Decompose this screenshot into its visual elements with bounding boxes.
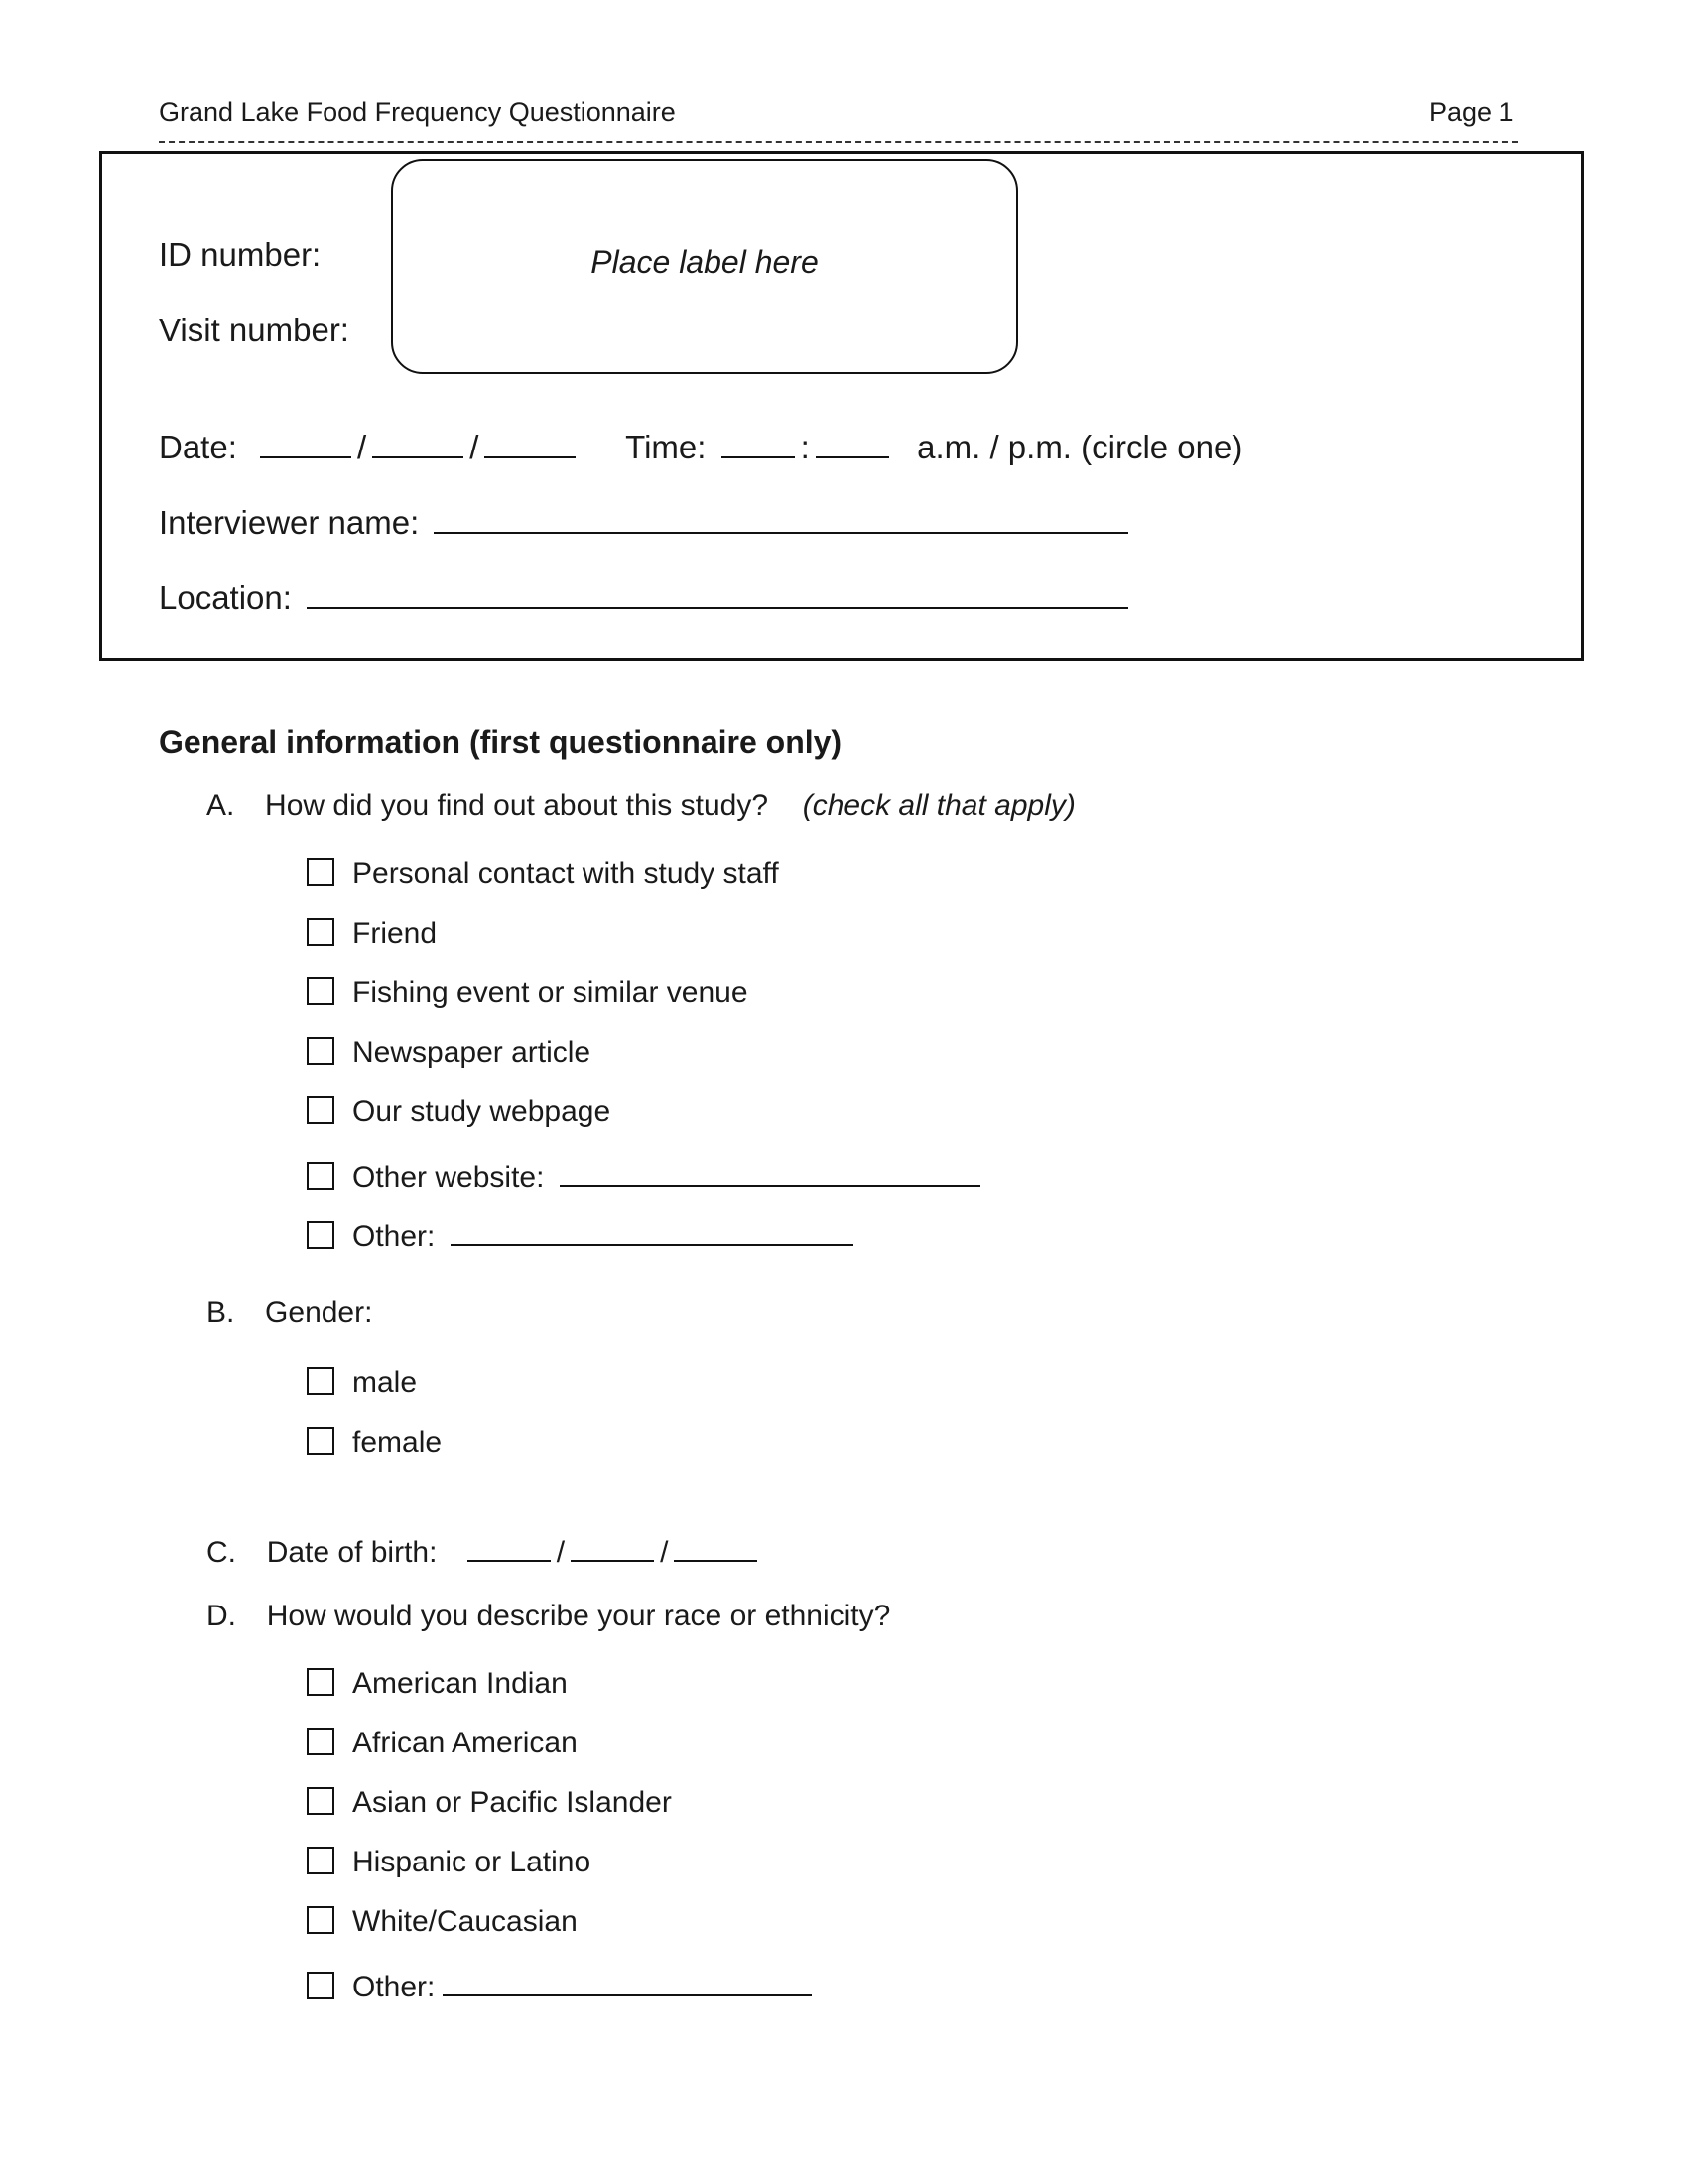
page-number: Page 1 [1429,97,1514,127]
option-asian-pacific-islander[interactable]: Asian or Pacific Islander [307,1786,672,1820]
question-a-text: How did you find out about this study? [265,789,769,822]
label-area [391,159,1018,374]
id-number-label: ID number: [159,236,322,273]
checkbox[interactable] [307,1787,334,1815]
visit-number-label: Visit number: [159,312,349,348]
other-source-field[interactable] [451,1215,853,1246]
checkbox[interactable] [307,1427,334,1455]
checkbox[interactable] [307,858,334,886]
option-white-caucasian[interactable]: White/Caucasian [307,1905,578,1939]
section-title: General information (first questionnaire only) [159,724,843,760]
option-american-indian[interactable]: American Indian [307,1667,568,1701]
question-c-letter: C. [206,1536,236,1569]
location-label: Location: [159,579,292,616]
checkbox[interactable] [307,1847,334,1874]
date-time-row: Date: / / Time: : a.m. / p.m. (circle one) [159,429,1243,465]
header-divider [159,141,1518,143]
question-c: C. Date of birth: / / [206,1530,763,1570]
date-label: Date: [159,429,237,465]
dob-day-field[interactable] [571,1530,654,1562]
checkbox[interactable] [307,1096,334,1124]
checkbox[interactable] [307,1367,334,1395]
checkbox[interactable] [307,1162,334,1190]
checkbox[interactable] [307,918,334,946]
question-d [206,1600,890,1633]
question-b [206,1296,372,1330]
option-study-webpage[interactable]: Our study webpage [307,1095,610,1129]
option-african-american[interactable]: African American [307,1727,578,1760]
checkbox[interactable] [307,1972,334,1999]
dob-year-field[interactable] [674,1530,757,1562]
option-other-race[interactable]: Other: [307,1965,818,1998]
checkbox[interactable] [307,1037,334,1065]
question-b-text: Gender: [265,1296,373,1329]
ampm-text[interactable]: a.m. / p.m. (circle one) [917,429,1243,465]
other-race-field[interactable] [443,1965,812,1996]
question-a-letter: A. [206,789,235,822]
question-c-text: Date of birth: [266,1536,438,1569]
question-d-letter: D. [206,1600,236,1632]
question-a [206,789,1076,823]
option-male[interactable]: male [307,1366,417,1400]
checkbox[interactable] [307,1906,334,1934]
time-minute-field[interactable] [816,427,889,458]
date-day-field[interactable] [372,427,463,458]
other-website-field[interactable] [560,1155,980,1187]
option-friend[interactable]: Friend [307,917,437,951]
date-month-field[interactable] [260,427,351,458]
interviewer-name-field[interactable] [434,502,1128,534]
time-hour-field[interactable] [721,427,795,458]
label-placeholder: Place label here [590,244,819,280]
option-other-source[interactable]: Other: [307,1215,859,1248]
question-d-text: How would you describe your race or ethnicity? [266,1600,891,1632]
form-title: Grand Lake Food Frequency Questionnaire [159,97,676,127]
date-year-field[interactable] [484,427,576,458]
dob-month-field[interactable] [467,1530,551,1562]
interviewer-label: Interviewer name: [159,504,420,541]
interviewer-row [159,502,1134,542]
location-field[interactable] [307,578,1128,609]
checkbox[interactable] [307,1668,334,1696]
checkbox[interactable] [307,1728,334,1755]
option-hispanic-latino[interactable]: Hispanic or Latino [307,1846,590,1879]
option-female[interactable]: female [307,1426,442,1460]
checkbox[interactable] [307,977,334,1005]
time-label: Time: [625,429,707,465]
option-personal-contact[interactable]: Personal contact with study staff [307,857,779,891]
option-fishing-event[interactable]: Fishing event or similar venue [307,976,748,1010]
question-b-letter: B. [206,1296,235,1329]
checkbox[interactable] [307,1221,334,1249]
option-other-website[interactable]: Other website: [307,1155,986,1189]
question-a-hint: (check all that apply) [802,789,1076,822]
location-row [159,578,1134,617]
option-newspaper[interactable]: Newspaper article [307,1036,590,1070]
